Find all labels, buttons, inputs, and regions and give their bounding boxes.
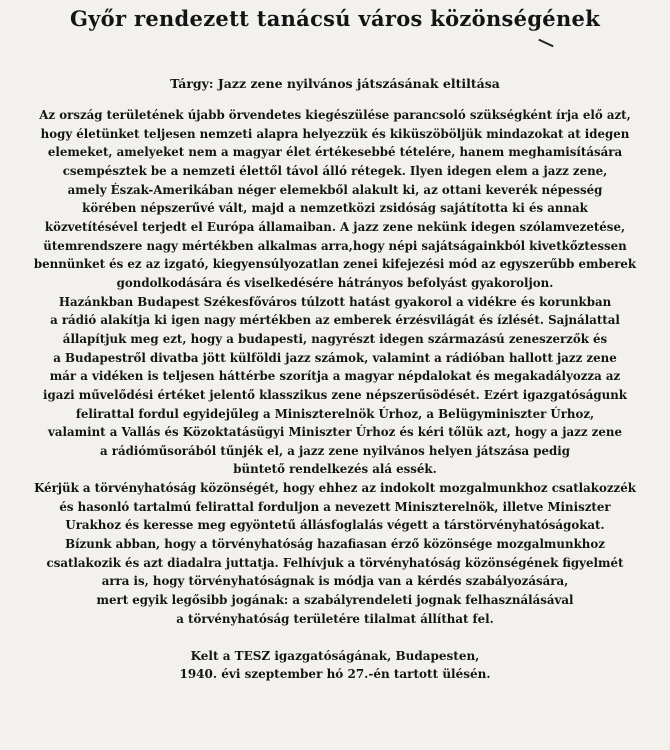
body-line: már a vidéken is teljesen háttérbe szorítja a magyar népdalokat és megakadályozza az: [49, 369, 621, 384]
body-line: közvetítésével terjedt el Európa államaiban. A jazz zene nekünk idegen szólamvezetése,: [44, 219, 626, 234]
body-line: arra is, hogy törvényhatóságnak is módja van a kérdés szabályozására,: [101, 574, 569, 589]
body-line: Bízunk abban, hogy a törvényhatóság hazafiasan érző közönsége mozgalmunkhoz: [65, 537, 605, 552]
body-line: amely Észak-Amerikában néger elemekből alakult ki, az ottani keverék népesség: [67, 182, 603, 197]
body-line: mert egyik legősibb jogának: a szabályrendeleti jognak felhasználásával: [96, 593, 574, 608]
body-line: a rádió alakítja ki igen nagy mértékben az emberek érzésvilágát és ízlését. Sajnálattal: [50, 313, 620, 328]
body-line: Az ország területének újabb örvendetes kiegészülése parancsoló szükségként írja elő azt,: [39, 108, 631, 122]
pen-mark: [538, 39, 553, 48]
body-line: a Budapestről divatba jött külföldi jazz számok, valamint a rádióban hallott jazz zene: [53, 350, 617, 365]
document-title: Győr rendezett tanácsú város közönségének: [69, 6, 601, 31]
closing-line: Kelt a TESZ igazgatóságának, Budapesten,: [190, 649, 480, 664]
body-line: ütemrendszere nagy mértékben alkalmas arra,hogy népi sajátságainkból kivetkőztessen: [43, 238, 627, 253]
body-line: állapítjuk meg ezt, hogy a budapesti, nagyrészt idegen származású zeneszerzők és: [62, 331, 608, 346]
body-line: a törvényhatóság területére tilalmat állíthat fel.: [176, 611, 494, 626]
body-line: gondolkodására és viselkedésére hátrányos befolyást gyakoroljon.: [116, 275, 554, 290]
document-body: [8, 106, 662, 628]
closing-line: 1940. évi szeptember hó 27.-én tartott ülésén.: [179, 667, 491, 682]
body-line: igazi művelődési értéket jelentő klasszikus zene népszerűsödését. Ezért igazgatóságunk: [43, 387, 627, 402]
body-line: valamint a Vallás és Közoktatásügyi Miniszter Úrhoz és kéri tőlük azt, hogy a jazz zene: [48, 425, 622, 440]
body-line: körében népszerűvé vált, majd a nemzetközi zsidóság sajátította ki és annak: [82, 201, 588, 216]
document-subject: Tárgy: Jazz zene nyilvános játszásának eltiltása: [170, 76, 500, 91]
body-line: büntető rendelkezés alá essék.: [233, 462, 437, 477]
body-line: elemeket, amelyeket nem a magyar élet értékesebbé tételére, hanem meghamisítására: [47, 145, 623, 160]
body-line: a rádióműsorából tűnjék el, a jazz zene nyilvános helyen játszása pedig: [100, 443, 570, 458]
body-line: csempésztek be a nemzeti élettől távol álló rétegek. Ilyen idegen elem a jazz zene,: [62, 163, 608, 178]
body-line: Kérjük a törvényhatóság közönségét, hogy ehhez az indokolt mozgalmunkhoz csatlakozzék: [34, 481, 636, 496]
body-line: és hasonló tartalmú felirattal forduljon a nevezett Miniszterelnök, illetve Miniszter: [59, 499, 611, 514]
body-line: Hazánkban Budapest Székesfőváros túlzott hatást gyakorol a vidékre és korunkban: [58, 294, 612, 309]
body-line: felirattal fordul egyidejűleg a Miniszterelnök Úrhoz, a Belügyminiszter Úrhoz,: [75, 406, 595, 421]
body-line: Urakhoz és keresse meg egyöntetű állásfoglalás végett a társtörvényhatóságokat.: [65, 518, 605, 533]
body-line: bennünket és ez az izgató, kiegyensúlyozatlan zenei kifejezési mód az egyszerűbb emberek: [33, 257, 637, 272]
body-line: csatlakozik és azt diadalra juttatja. Felhívjuk a törvényhatóság közönségének figyelmét: [46, 555, 624, 570]
body-line: hogy életünket teljesen nemzeti alapra helyezzük és kiküszöböljük mindazokat at idegen: [40, 126, 630, 141]
document-closing: [8, 647, 662, 683]
